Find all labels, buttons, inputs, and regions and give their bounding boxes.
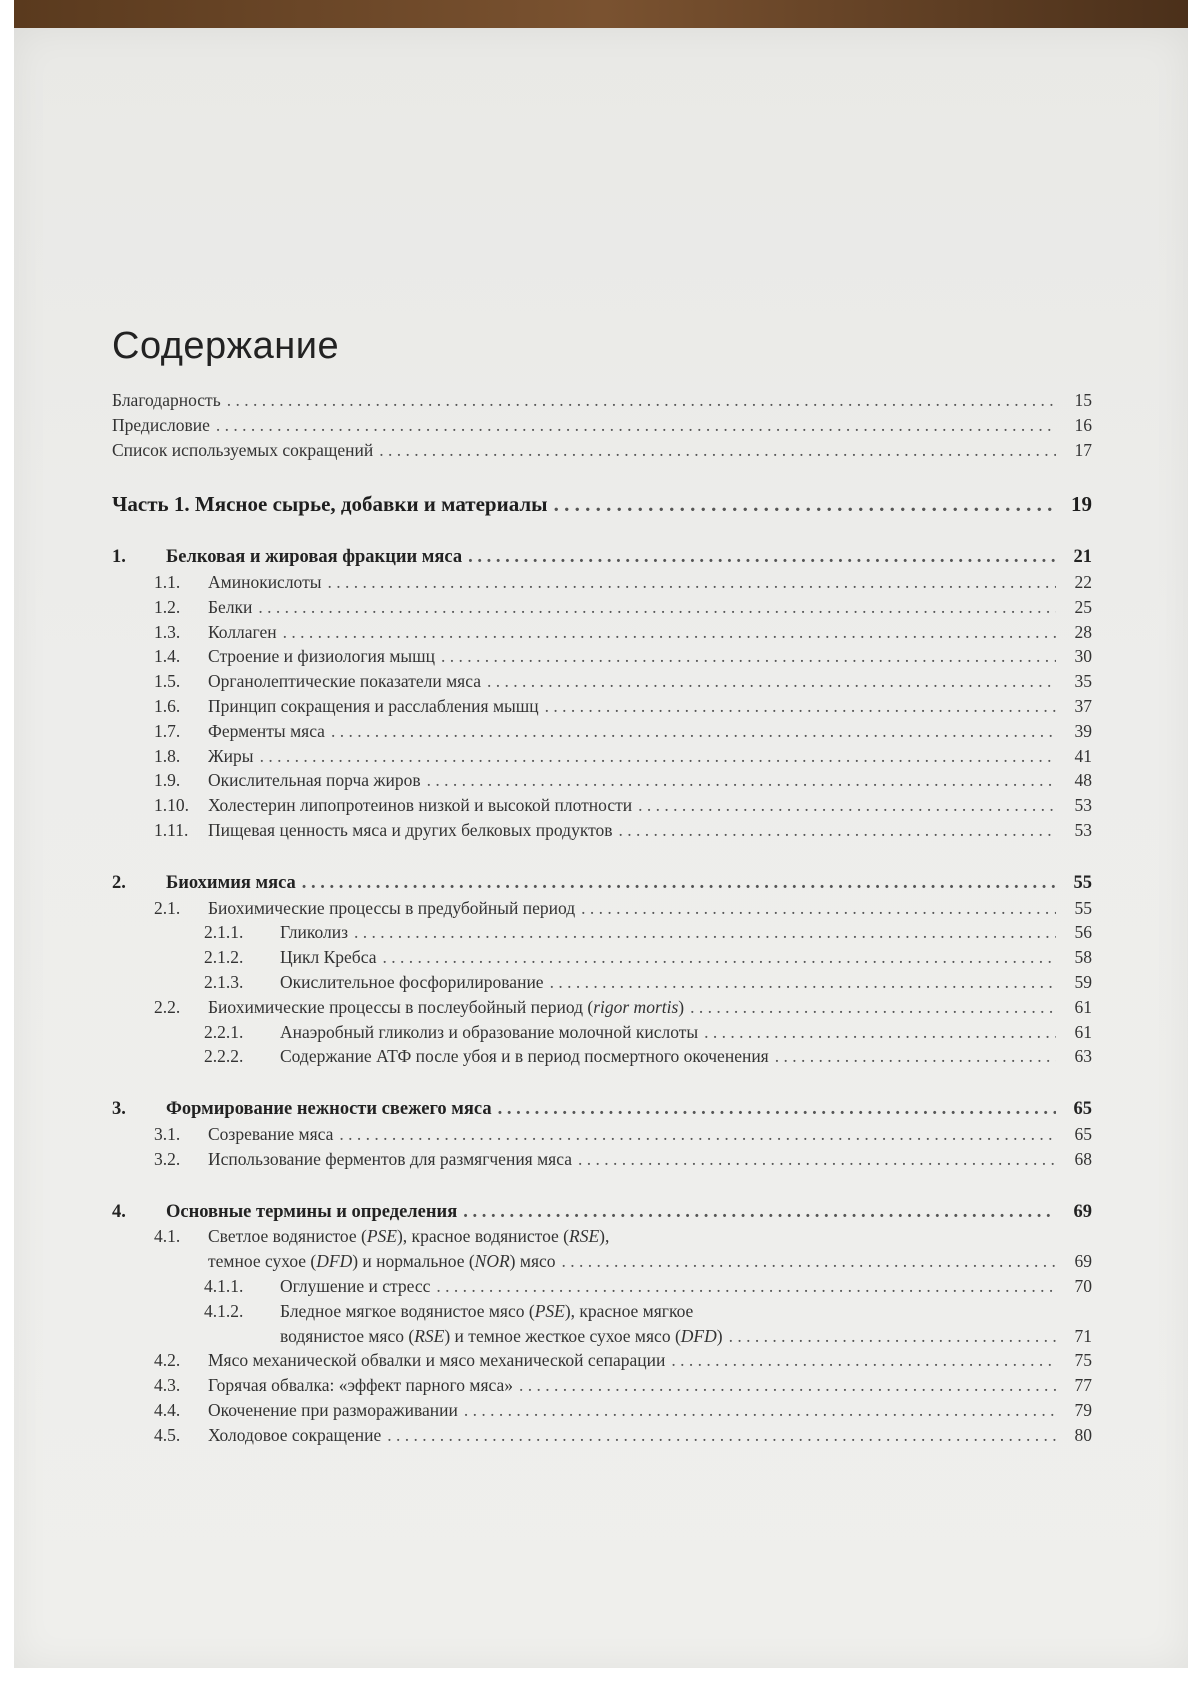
toc-page: 65 [1074, 1123, 1092, 1144]
section-number: 4.1. [154, 1226, 181, 1247]
section-number: 1.6. [154, 695, 181, 716]
toc-page: 17 [1074, 439, 1092, 460]
section-number: 4.4. [154, 1399, 181, 1420]
section-label: Светлое водянистое (PSE), красное водянистое (RSE), [208, 1226, 610, 1247]
book-edge [14, 0, 1188, 28]
chapter-label: Биохимия мяса [166, 872, 296, 893]
section-number: 1.7. [154, 720, 181, 741]
section-number: 1.4. [154, 646, 181, 667]
section-number: 4.2. [154, 1350, 181, 1371]
section-label: Принцип сокращения и расслабления мышц [208, 695, 539, 716]
toc-page: 59 [1074, 971, 1092, 992]
table-of-contents [112, 325, 1092, 1447]
toc-section[interactable] [112, 768, 1092, 793]
toc-section[interactable] [112, 744, 1092, 769]
section-label: Созревание мяса [208, 1123, 334, 1144]
section-label: Биохимические процессы в предубойный период [208, 897, 576, 918]
toc-page: 39 [1074, 720, 1092, 741]
chapter-label: Белковая и жировая фракции мяса [166, 547, 463, 568]
toc-page: 79 [1074, 1399, 1092, 1420]
subsection-number: 4.1.2. [204, 1300, 244, 1321]
section-label: Мясо механической обвалки и мясо механической сепарации [208, 1350, 666, 1371]
chapter-number: 1. [112, 547, 126, 568]
section-label: Аминокислоты [208, 571, 322, 592]
toc-subsection[interactable] [112, 1274, 1092, 1299]
toc-section[interactable] [112, 1423, 1092, 1448]
toc-section[interactable] [112, 1348, 1092, 1373]
section-number: 3.2. [154, 1148, 181, 1169]
toc-section[interactable] [112, 644, 1092, 669]
section-label: Ферменты мяса [208, 720, 325, 741]
section-label: Холодовое сокращение [208, 1424, 382, 1445]
section-number: 1.3. [154, 621, 181, 642]
toc-subsection-continuation[interactable] [112, 1324, 1092, 1349]
toc-section[interactable] [112, 1224, 1092, 1249]
section-number: 1.2. [154, 596, 181, 617]
section-label: Использование ферментов для размягчения мяса [208, 1148, 572, 1169]
toc-page: 68 [1074, 1148, 1092, 1169]
toc-page: 37 [1074, 695, 1092, 716]
section-label: темное сухое (DFD) и нормальное (NOR) мясо [208, 1251, 556, 1272]
chapter-number: 4. [112, 1201, 126, 1222]
section-number: 1.10. [154, 795, 189, 816]
toc-page: 41 [1074, 745, 1092, 766]
toc-page: 55 [1073, 872, 1092, 893]
toc-section[interactable] [112, 669, 1092, 694]
toc-page: 48 [1074, 770, 1092, 791]
toc-page: 71 [1074, 1325, 1092, 1346]
toc-section[interactable] [112, 896, 1092, 921]
toc-page: 56 [1074, 922, 1092, 943]
toc-page: 75 [1074, 1350, 1092, 1371]
section-label: Коллаген [208, 621, 277, 642]
subsection-number: 2.1.2. [204, 947, 244, 968]
toc-subsection[interactable] [112, 945, 1092, 970]
section-label: Жиры [208, 745, 254, 766]
toc-subsection[interactable] [112, 1020, 1092, 1045]
part-label: Часть 1. Мясное сырье, добавки и материалы [112, 492, 548, 517]
toc-section[interactable] [112, 1398, 1092, 1423]
toc-subsection[interactable] [112, 920, 1092, 945]
toc-entry[interactable] [112, 413, 1092, 438]
toc-page: 53 [1074, 819, 1092, 840]
toc-section[interactable] [112, 595, 1092, 620]
toc-page: 58 [1074, 947, 1092, 968]
chapter-number: 3. [112, 1099, 126, 1120]
toc-page: 61 [1074, 996, 1092, 1017]
toc-subsection[interactable] [112, 970, 1092, 995]
toc-page: 30 [1074, 646, 1092, 667]
toc-section[interactable] [112, 995, 1092, 1020]
toc-section[interactable] [112, 620, 1092, 645]
chapter-label: Формирование нежности свежего мяса [166, 1099, 492, 1120]
section-number: 2.1. [154, 897, 181, 918]
toc-section[interactable] [112, 694, 1092, 719]
toc-chapter[interactable] [112, 871, 1092, 896]
toc-section[interactable] [112, 1373, 1092, 1398]
toc-page: 61 [1074, 1021, 1092, 1042]
toc-page: 80 [1074, 1424, 1092, 1445]
toc-page: 69 [1073, 1201, 1092, 1222]
subsection-number: 4.1.1. [204, 1275, 244, 1296]
subsection-label: Содержание АТФ после убоя и в период посмертного окоченения [280, 1046, 769, 1067]
section-label: Биохимические процессы в послеубойный период (rigor mortis) [208, 996, 685, 1017]
toc-entry[interactable] [112, 438, 1092, 463]
section-number: 1.5. [154, 671, 181, 692]
toc-subsection[interactable] [112, 1299, 1092, 1324]
subsection-number: 2.1.3. [204, 971, 244, 992]
chapter-number: 2. [112, 872, 126, 893]
toc-subsection[interactable] [112, 1044, 1092, 1069]
section-label: Окислительная порча жиров [208, 770, 421, 791]
section-number: 1.11. [154, 819, 189, 840]
toc-part[interactable] [112, 492, 1092, 517]
toc-page: 69 [1074, 1251, 1092, 1272]
section-label: Окоченение при размораживании [208, 1399, 458, 1420]
section-number: 3.1. [154, 1123, 181, 1144]
chapter-label: Основные термины и определения [166, 1201, 458, 1222]
toc-page: 35 [1074, 671, 1092, 692]
toc-chapter[interactable] [112, 1200, 1092, 1225]
section-label: Строение и физиология мышц [208, 646, 436, 667]
section-label: Белки [208, 596, 253, 617]
section-label: Органолептические показатели мяса [208, 671, 481, 692]
toc-page: 70 [1074, 1275, 1092, 1296]
toc-page: 28 [1074, 621, 1092, 642]
page-title: Содержание [112, 325, 340, 367]
section-number: 1.9. [154, 770, 181, 791]
toc-section[interactable] [112, 793, 1092, 818]
section-number: 2.2. [154, 996, 181, 1017]
toc-page: 19 [1071, 492, 1092, 517]
toc-label: Благодарность [112, 390, 221, 410]
toc-page: 16 [1074, 414, 1092, 435]
subsection-label: Цикл Кребса [280, 947, 377, 968]
subsection-number: 2.1.1. [204, 922, 244, 943]
toc-page: 63 [1074, 1046, 1092, 1067]
section-number: 1.8. [154, 745, 181, 766]
toc-section[interactable] [112, 719, 1092, 744]
toc-page: 21 [1073, 547, 1092, 568]
toc-section[interactable] [112, 1147, 1092, 1172]
toc-section[interactable] [112, 570, 1092, 595]
section-number: 4.5. [154, 1424, 181, 1445]
subsection-label: Анаэробный гликолиз и образование молочной кислоты [280, 1021, 699, 1042]
toc-section[interactable] [112, 818, 1092, 843]
subsection-label: Гликолиз [280, 922, 349, 943]
subsection-label: Бледное мягкое водянистое мясо (PSE), красное мягкое [280, 1300, 694, 1321]
section-label: Холестерин липопротеинов низкой и высокой плотности [208, 795, 633, 816]
toc-section-continuation[interactable] [112, 1249, 1092, 1274]
toc-section[interactable] [112, 1122, 1092, 1147]
section-label: Горячая обвалка: «эффект парного мяса» [208, 1375, 513, 1396]
toc-label: Предисловие [112, 414, 210, 435]
subsection-label: Оглушение и стресс [280, 1275, 431, 1296]
subsection-number: 2.2.1. [204, 1021, 244, 1042]
subsection-label: водянистое мясо (RSE) и темное жесткое сухое мясо (DFD) [280, 1325, 723, 1346]
subsection-label: Окислительное фосфорилирование [280, 971, 544, 992]
toc-page: 15 [1074, 390, 1092, 410]
toc-page: 77 [1074, 1375, 1092, 1396]
toc-chapter[interactable] [112, 545, 1092, 570]
toc-label: Список используемых сокращений [112, 439, 374, 460]
section-label: Пищевая ценность мяса и других белковых продуктов [208, 819, 613, 840]
toc-page: 25 [1074, 596, 1092, 617]
toc-chapter[interactable] [112, 1097, 1092, 1122]
toc-page: 65 [1073, 1099, 1092, 1120]
toc-page: 22 [1074, 571, 1092, 592]
section-number: 1.1. [154, 571, 181, 592]
toc-entry[interactable] [112, 388, 1092, 413]
section-number: 4.3. [154, 1375, 181, 1396]
toc-page: 55 [1074, 897, 1092, 918]
toc-page: 53 [1074, 795, 1092, 816]
subsection-number: 2.2.2. [204, 1046, 244, 1067]
